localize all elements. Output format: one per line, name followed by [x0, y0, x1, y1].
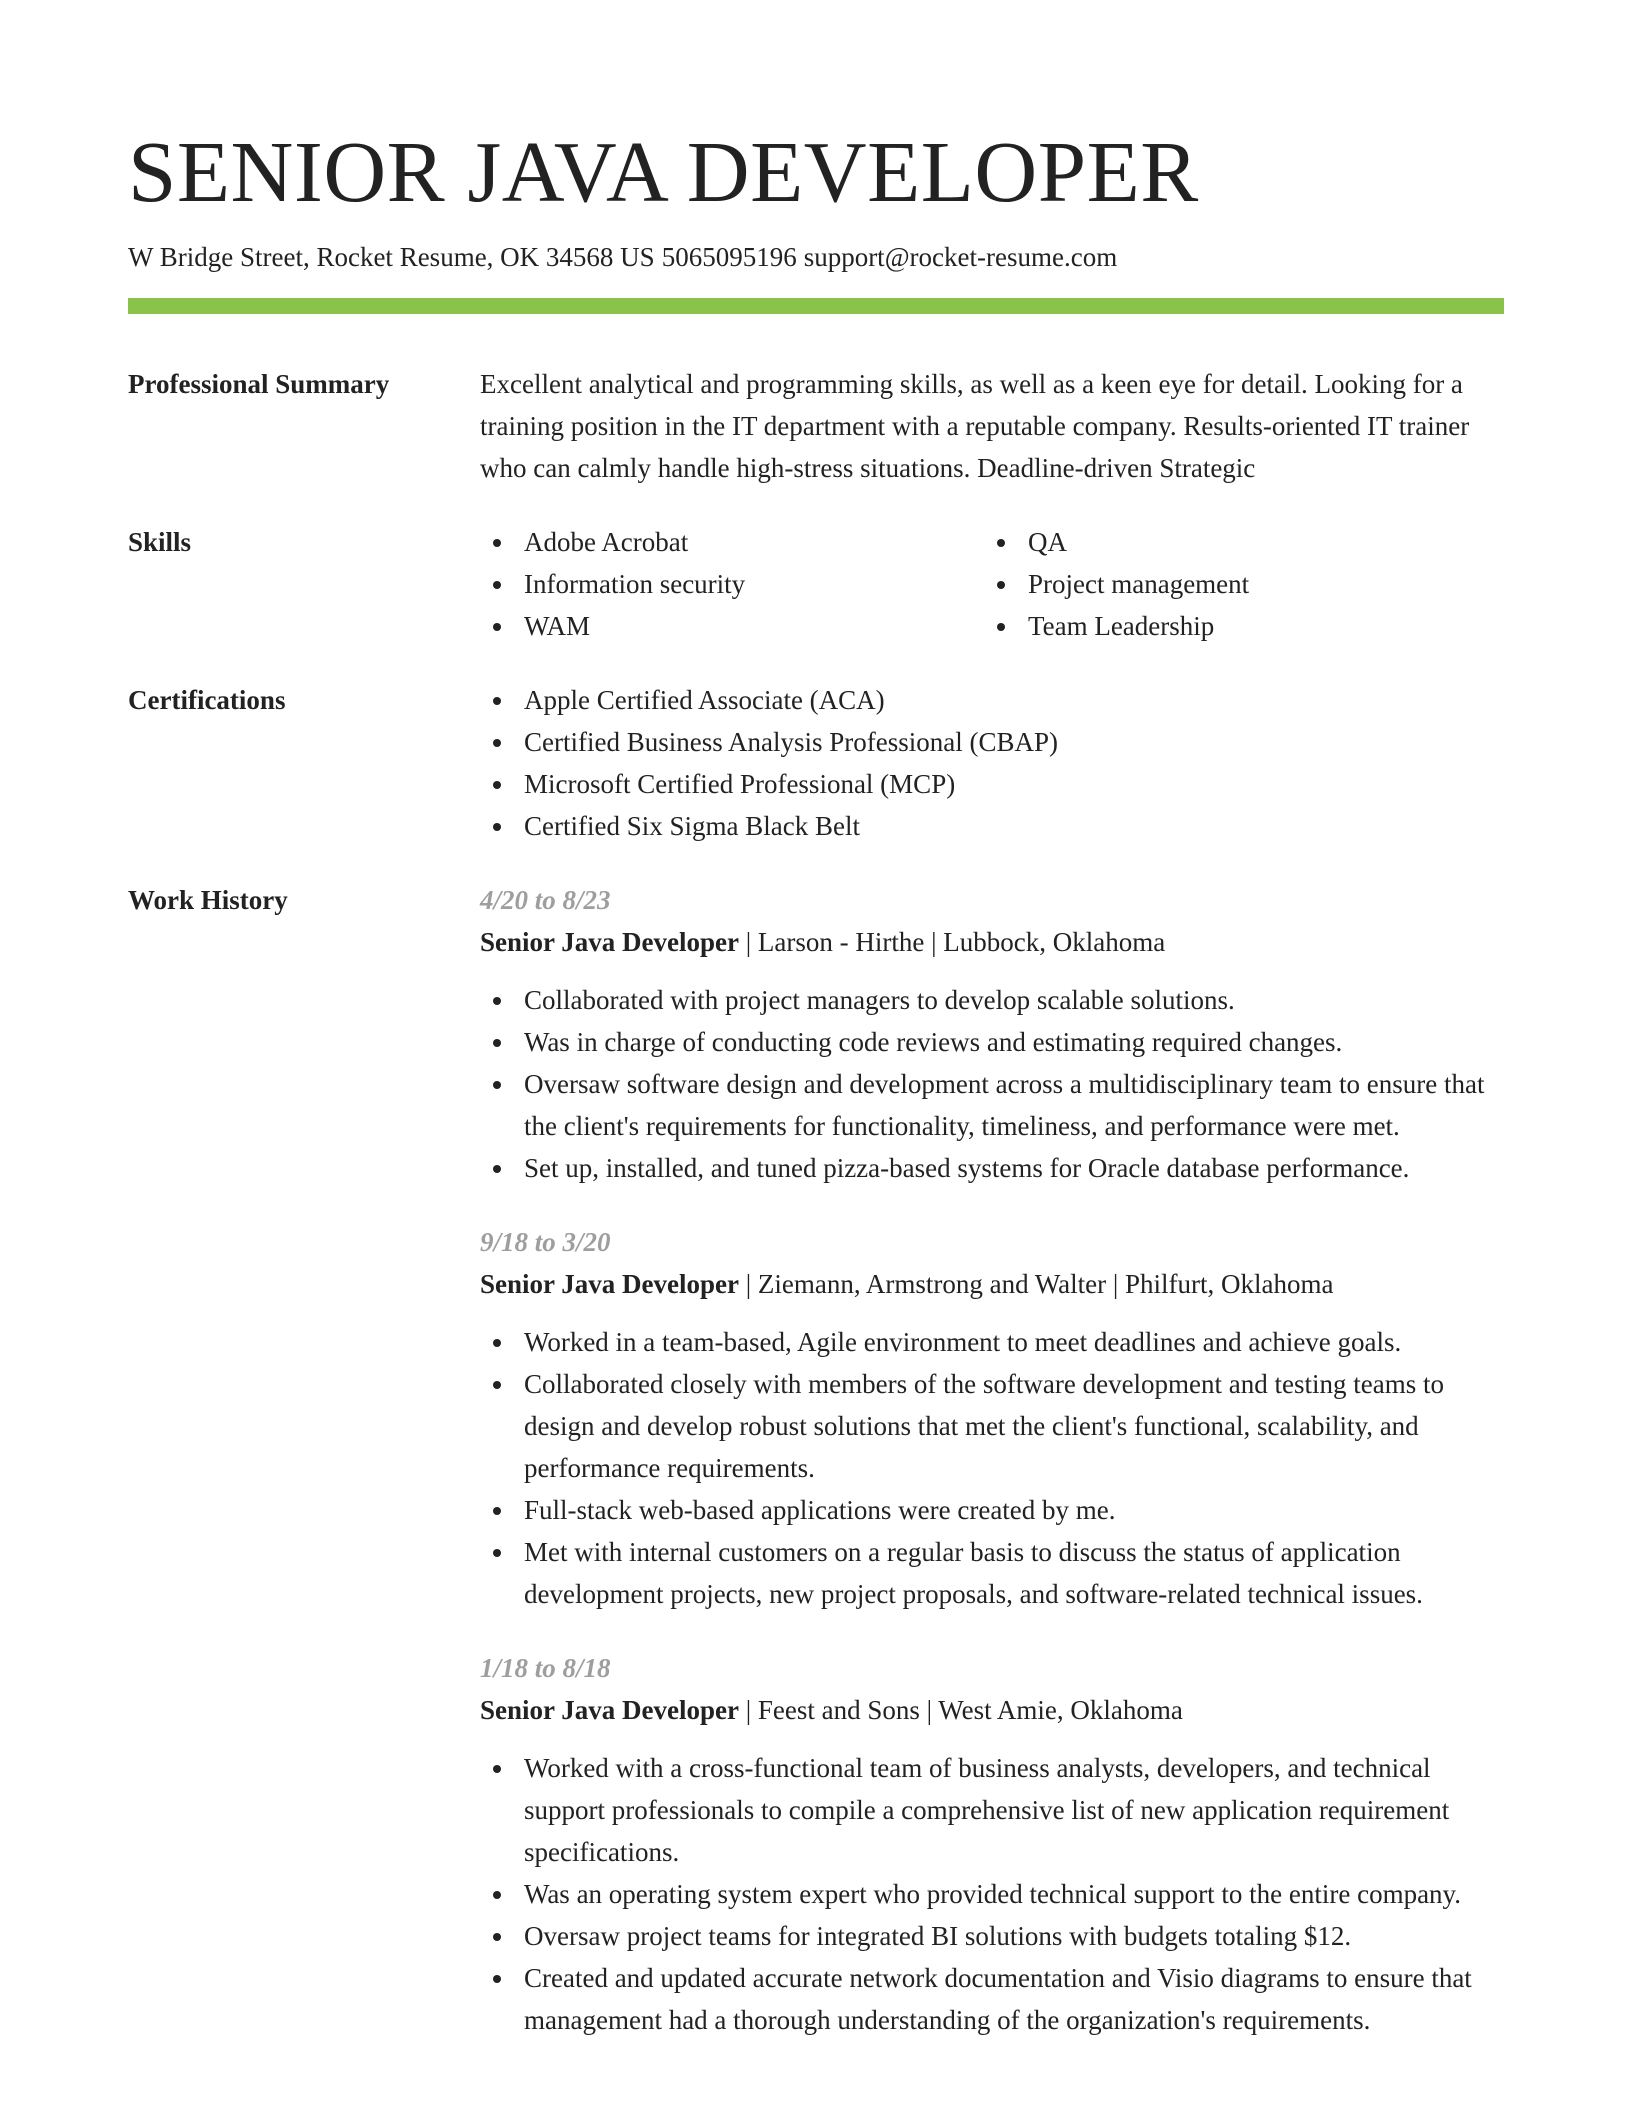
skill-item: Project management [984, 563, 1488, 605]
job-bullet: Collaborated closely with members of the software development and testing teams to design and develop robust solutions that met the client's functional, scalability, and performance requirements. [480, 1363, 1504, 1489]
job-bullets [480, 979, 1504, 1189]
job-header [480, 1689, 1504, 1731]
job-bullets [480, 1321, 1504, 1615]
summary-section [128, 363, 1504, 489]
resume-title: SENIOR JAVA DEVELOPER [128, 123, 1199, 220]
certification-item: Certified Business Analysis Professional (CBAP) [480, 721, 1504, 763]
job-dates: 9/18 to 3/20 [480, 1227, 611, 1257]
job-company: Ziemann, Armstrong and Walter [757, 1269, 1107, 1299]
job-company: Feest and Sons [757, 1695, 920, 1725]
certifications-body [480, 679, 1504, 847]
skill-item: WAM [480, 605, 984, 647]
job-dates: 1/18 to 8/18 [480, 1653, 611, 1683]
job-dates: 4/20 to 8/23 [480, 885, 611, 915]
contact-address: W Bridge Street, Rocket Resume, OK 34568 US [128, 242, 655, 272]
skill-item: Adobe Acrobat [480, 521, 984, 563]
certification-item: Apple Certified Associate (ACA) [480, 679, 1504, 721]
skills-section [128, 521, 1504, 647]
job-location: Philfurt, Oklahoma [1125, 1269, 1334, 1299]
contact-phone: 5065095196 [661, 242, 797, 272]
certification-item: Microsoft Certified Professional (MCP) [480, 763, 1504, 805]
resume-page [128, 118, 1504, 2073]
job-bullet: Was in charge of conducting code reviews and estimating required changes. [480, 1021, 1504, 1063]
job-bullet: Oversaw project teams for integrated BI solutions with budgets totaling $12. [480, 1915, 1504, 1957]
skill-item: Team Leadership [984, 605, 1488, 647]
job-company: Larson - Hirthe [757, 927, 925, 957]
skill-item: Information security [480, 563, 984, 605]
skills-list-right [984, 521, 1488, 647]
job-entry [480, 879, 1504, 1189]
job-header [480, 921, 1504, 963]
job-title: Senior Java Developer [480, 1695, 739, 1725]
job-location: Lubbock, Oklahoma [943, 927, 1166, 957]
job-bullet: Worked with a cross-functional team of business analysts, developers, and technical support professionals to compile a comprehensive list of new application requirement specifications. [480, 1747, 1504, 1873]
certifications-section [128, 679, 1504, 847]
work-history-body [480, 879, 1504, 2073]
job-separator: | [738, 1269, 758, 1299]
job-separator: | [924, 927, 944, 957]
job-bullet: Created and updated accurate network documentation and Visio diagrams to ensure that management had a thorough understanding of the organization's requirements. [480, 1957, 1504, 2041]
work-history-section [128, 879, 1504, 2073]
certification-item: Certified Six Sigma Black Belt [480, 805, 1504, 847]
job-separator: | [919, 1695, 939, 1725]
skills-list-left [480, 521, 984, 647]
accent-divider [128, 298, 1504, 314]
certifications-list [480, 679, 1504, 847]
job-bullets [480, 1747, 1504, 2041]
job-separator: | [738, 1695, 758, 1725]
job-entry [480, 1647, 1504, 2041]
job-bullet: Was an operating system expert who provided technical support to the entire company. [480, 1873, 1504, 1915]
job-title: Senior Java Developer [480, 927, 739, 957]
job-bullet: Full-stack web-based applications were created by me. [480, 1489, 1504, 1531]
job-bullet: Worked in a team-based, Agile environment to meet deadlines and achieve goals. [480, 1321, 1504, 1363]
contact-email: support@rocket-resume.com [803, 242, 1118, 272]
skill-item: QA [984, 521, 1488, 563]
job-bullet: Met with internal customers on a regular basis to discuss the status of application development projects, new project proposals, and software-related technical issues. [480, 1531, 1504, 1615]
summary-heading: Professional Summary [128, 369, 390, 399]
job-entry [480, 1221, 1504, 1615]
job-title: Senior Java Developer [480, 1269, 739, 1299]
job-bullet: Set up, installed, and tuned pizza-based systems for Oracle database performance. [480, 1147, 1504, 1189]
job-location: West Amie, Oklahoma [938, 1695, 1183, 1725]
skills-body [480, 521, 1504, 647]
certifications-heading: Certifications [128, 685, 286, 715]
work-history-heading: Work History [128, 885, 288, 915]
job-separator: | [738, 927, 758, 957]
job-header [480, 1263, 1504, 1305]
contact-line [128, 238, 1504, 276]
job-bullet: Collaborated with project managers to develop scalable solutions. [480, 979, 1504, 1021]
job-separator: | [1106, 1269, 1126, 1299]
summary-text: Excellent analytical and programming skills, as well as a keen eye for detail. Looking for a training position in the IT department with a reputable company. Results-oriented IT trainer who can calmly handle high-stress situations. Deadline-driven Strategic [480, 369, 1470, 483]
job-bullet: Oversaw software design and development across a multidisciplinary team to ensure that the client's requirements for functionality, timeliness, and performance were met. [480, 1063, 1504, 1147]
skills-heading: Skills [128, 527, 192, 557]
